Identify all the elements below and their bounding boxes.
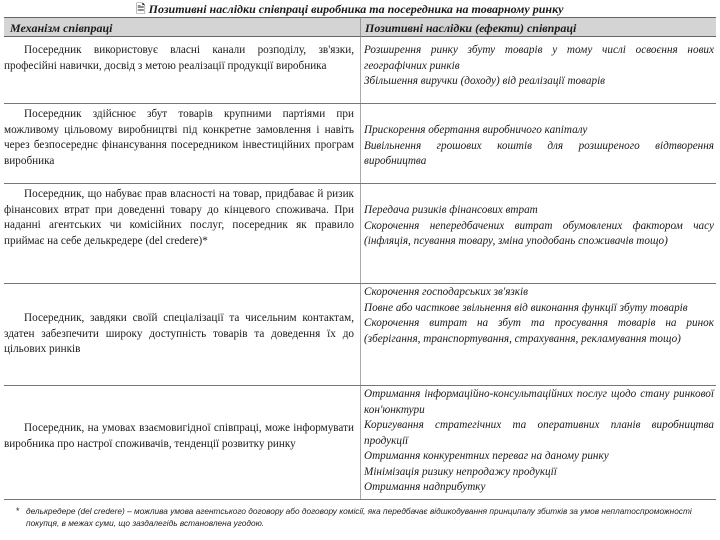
effect-item: Прискорення обертання виробничого капіталу [364,124,588,136]
effect-item: Скорочення господарських зв'язків [364,286,528,298]
footnote-text: делькредере (del credere) – можлива умова агентського договору або договору комісії, яка передбачає відшкодування принципалу збитків за умов неплатоспроможності покупця, в межах суми, що заздалегідь встановлена угодою. [26,506,692,528]
table-row-2-mechanism: Посередник здійснює збут товарів крупними партіями при можливому цільовому виробництві під конкретне замовлення і навіть через безпосереднє фінансування посередником інвестиційних програм виробника [4,108,354,167]
table-bottom-border [4,499,716,500]
effect-item: Збільшення виручки (доходу) від реалізації товарів [364,75,606,87]
effect-item: Передача ризиків фінансових втрат [364,204,538,216]
footnote [16,505,706,529]
column-divider [360,37,361,500]
effect-item: Отримання конкурентних переваг на даному ринку [364,450,609,462]
effect-item: Вивільнення грошових коштів для розширеного відтворення виробництва [364,139,714,167]
cooperation-table [4,37,716,500]
page-title-text: Позитивні наслідки співпраці виробника та посередника на товарному ринку [148,2,564,16]
table-row-1-effects [364,43,714,90]
effect-item: Скорочення непередбачених витрат обумовлених фактором часу (інфляція, псування товару, зміна уподобань споживачів тощо) [364,219,714,247]
column-header-effects: Позитивні наслідки (ефекти) співпраці [360,17,716,37]
table-row-4-mechanism: Посередник, завдяки своїй спеціалізації та чисельним контактам, здатен забезпечити широку доступність товарів та доведення їх до цільових ринків [4,312,354,355]
table-row-5-mechanism: Посередник, на умовах взаємовигідної співпраці, може інформувати виробника про настрої споживачів, тенденції розвитку ринку [4,422,354,450]
document-icon: 🗎 [136,2,146,16]
effect-item: Отримання надприбутку [364,481,486,493]
table-row-1-mechanism: Посередник використовує власні канали розподілу, зв'язки, професійні навички, досвід з метою реалізації продукції виробника [4,44,354,72]
row-divider [4,283,716,284]
row-divider [4,183,716,184]
table-row-4-effects [364,285,714,347]
effect-item: Мінімізація ризику непродажу продукції [364,465,557,478]
page-title [136,1,696,17]
effect-item: Повне або часткове звільнення від виконання функції збуту товарів [364,301,688,314]
footnote-marker: * [16,506,20,516]
column-header-mechanism: Механізм співпраці [4,17,360,37]
row-divider [4,385,716,386]
table-row-3-mechanism: Посередник, що набуває прав власності на товар, придбаває й ризик фінансових втрат при доведенні товару до кінцевого споживача. При наданні агентських чи комісійних послуг, посередник як правило приймає на себе делькредере (del credere)* [4,188,354,247]
effect-item: Отримання інформаційно-консультаційних послуг щодо стану ринкової кон'юнктури [364,388,714,416]
row-divider [4,103,716,104]
effect-item: Коригування стратегічних та оперативних планів виробництва продукції [364,419,714,447]
effect-item: Розширення ринку збуту товарів у тому числі освоєння нових географічних ринків [364,44,714,72]
table-row-2-effects [364,123,714,170]
effect-item: Скорочення витрат на збут та просування товарів на ринок (зберігання, транспортування, страхування, рекламування тощо) [364,317,714,345]
table-row-3-effects [364,203,714,250]
table-row-5-effects [364,387,714,496]
